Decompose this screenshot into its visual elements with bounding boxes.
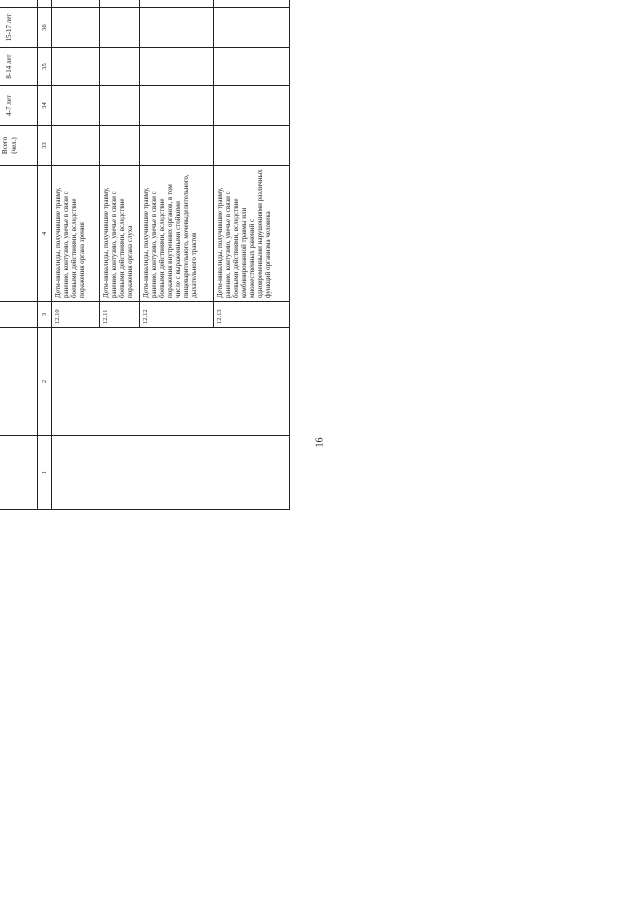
empty-cell (214, 8, 290, 48)
age-header: Всего (чел.) (0, 126, 38, 166)
report-table (0, 0, 290, 510)
age-header: 4-7 лет (0, 86, 38, 126)
header-col-no (0, 436, 38, 510)
empty-cell (140, 86, 214, 126)
age-header (0, 0, 38, 8)
column-number: 2 (38, 328, 52, 436)
row-number: 12.10 (52, 302, 100, 328)
empty-cell (214, 48, 290, 86)
age-header: 15-17 лет (0, 8, 38, 48)
header-col-in-crg (0, 166, 38, 302)
age-header: 8-14 лет (0, 48, 38, 86)
empty-cell (100, 0, 140, 8)
empty-cell (140, 8, 214, 48)
empty-cell (100, 86, 140, 126)
page-number: 16 (314, 437, 326, 448)
column-number: 4 (38, 166, 52, 302)
empty-cell (214, 0, 290, 8)
column-number: 33 (38, 126, 52, 166)
empty-cell (214, 86, 290, 126)
empty-cell (100, 8, 140, 48)
column-number (38, 0, 52, 8)
column-number: 35 (38, 48, 52, 86)
empty-cell (52, 0, 100, 8)
row-description: Дети-инвалиды, получившие травму, ранение, контузию, увечье в связи с боевыми действиями, вследствие поражения органа слуха (100, 166, 140, 302)
empty-cell (140, 0, 214, 8)
column-number: 34 (38, 86, 52, 126)
empty-cell (140, 126, 214, 166)
empty-cell (52, 436, 290, 510)
row-number: 12.13 (214, 302, 290, 328)
empty-cell (52, 48, 100, 86)
empty-cell (52, 126, 100, 166)
empty-cell (100, 48, 140, 86)
empty-cell (214, 126, 290, 166)
header-col-no2 (0, 302, 38, 328)
column-number: 1 (38, 436, 52, 510)
header-col-crg (0, 328, 38, 436)
empty-cell (52, 86, 100, 126)
row-description: Дети-инвалиды, получившие травму, ранение, контузию, увечье в связи с боевыми действиями, вследствие поражения органа зрения (52, 166, 100, 302)
row-number: 12.12 (140, 302, 214, 328)
column-number: 3 (38, 302, 52, 328)
table-row (52, 0, 100, 510)
empty-cell (140, 48, 214, 86)
empty-cell (52, 328, 290, 436)
empty-cell (52, 8, 100, 48)
empty-cell (100, 126, 140, 166)
row-description: Дети-инвалиды, получившие травму, ранение, контузию, увечье в связи с боевыми действиями, вследствие комбинированной травмы или множественных ранений с одновременными нарушениями различных функций организма человека (214, 166, 290, 302)
rotated-table-frame (0, 0, 289, 510)
row-description: Дети-инвалиды, получившие травму, ранение, контузию, увечье в связи с боевыми действиями, вследствие поражения внутренних органов, в том числе с выраженными стойкими пищеварительного, мочевыделительного, дыхательного трактов (140, 166, 214, 302)
row-number: 12.11 (100, 302, 140, 328)
column-number: 36 (38, 8, 52, 48)
